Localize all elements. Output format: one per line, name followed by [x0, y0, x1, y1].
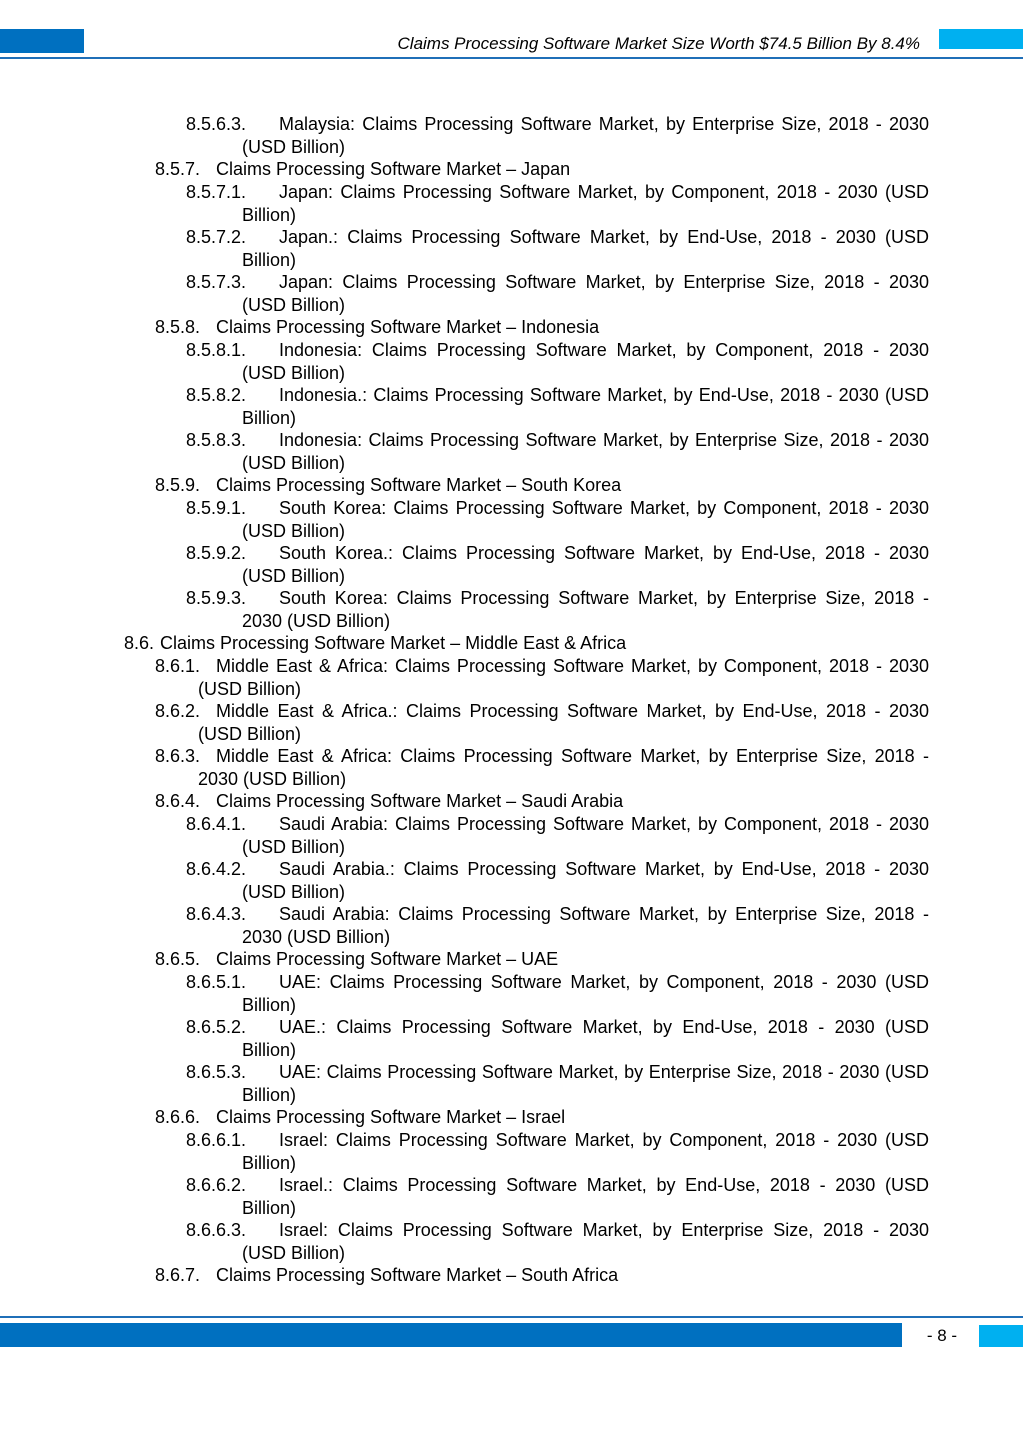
- toc-entry-text: Indonesia: Claims Processing Software Market, by Enterprise Size, 2018 - 2030 (USD Billion): [242, 430, 929, 473]
- toc-entry-number: 8.6.: [124, 633, 155, 653]
- toc-entry-text: Claims Processing Software Market – South Korea: [216, 475, 622, 495]
- toc-entry-number: 8.5.6.3.: [186, 114, 247, 134]
- toc-entry-text: Indonesia: Claims Processing Software Market, by Component, 2018 - 2030 (USD Billion): [242, 340, 929, 383]
- toc-entry: [155, 655, 929, 700]
- toc-entry-number: 8.6.4.1.: [186, 814, 247, 834]
- toc-entry: [186, 971, 929, 1016]
- toc-entry-number: 8.6.5.1.: [186, 972, 247, 992]
- toc-entry-text: South Korea: Claims Processing Software Market, by Enterprise Size, 2018 - 2030 (USD Billion): [242, 588, 929, 631]
- toc-entry-text: Middle East & Africa: Claims Processing Software Market, by Enterprise Size, 2018 - 2030 (USD Billion): [198, 746, 929, 789]
- footer-accent-bar: [0, 1323, 902, 1347]
- toc-entry-text: Japan: Claims Processing Software Market, by Enterprise Size, 2018 - 2030 (USD Billion): [242, 272, 929, 315]
- toc-entry-number: 8.6.7.: [155, 1265, 201, 1285]
- header-title: Claims Processing Software Market Size Worth $74.5 Billion By 8.4%: [397, 34, 920, 53]
- toc-entry: [155, 1106, 929, 1129]
- toc-entry-text: Middle East & Africa: Claims Processing Software Market, by Component, 2018 - 2030 (USD Billion): [198, 656, 929, 699]
- footer-rule: [0, 1316, 1023, 1318]
- toc-entry-number: 8.6.6.2.: [186, 1175, 247, 1195]
- toc-entry: [155, 316, 929, 339]
- toc-entry: [155, 948, 929, 971]
- toc-entry-text: Saudi Arabia: Claims Processing Software Market, by Component, 2018 - 2030 (USD Billion): [242, 814, 929, 857]
- toc-entry-text: Claims Processing Software Market – Indonesia: [216, 317, 600, 337]
- toc-entry: [155, 790, 929, 813]
- toc-entry: [124, 632, 929, 655]
- toc-entry-number: 8.5.9.1.: [186, 498, 247, 518]
- toc-entry-text: Japan: Claims Processing Software Market, by Component, 2018 - 2030 (USD Billion): [242, 182, 929, 225]
- toc-entry-text: UAE: Claims Processing Software Market, by Enterprise Size, 2018 - 2030 (USD Billion): [242, 1062, 929, 1105]
- toc-entry: [186, 1219, 929, 1264]
- footer-accent-block-right: [979, 1325, 1023, 1347]
- toc-entry-number: 8.5.9.: [155, 475, 201, 495]
- toc-entry-text: Indonesia.: Claims Processing Software Market, by End-Use, 2018 - 2030 (USD Billion): [242, 385, 929, 428]
- toc-entry-text: Saudi Arabia: Claims Processing Software Market, by Enterprise Size, 2018 - 2030 (USD Billion): [242, 904, 929, 947]
- toc-entry-text: Middle East & Africa.: Claims Processing Software Market, by End-Use, 2018 - 2030 (USD Billion): [198, 701, 929, 744]
- toc-entry: [155, 745, 929, 790]
- toc-entry-number: 8.5.8.3.: [186, 430, 247, 450]
- header-accent-block-right: [939, 29, 1023, 49]
- toc-entry-text: Claims Processing Software Market – UAE: [216, 949, 559, 969]
- toc-entry-number: 8.6.4.2.: [186, 859, 247, 879]
- toc-entry: [186, 858, 929, 903]
- toc-entry: [186, 1016, 929, 1061]
- toc-entry-number: 8.6.1.: [155, 656, 201, 676]
- toc-entry-number: 8.6.5.3.: [186, 1062, 247, 1082]
- toc-entry-text: UAE.: Claims Processing Software Market, by End-Use, 2018 - 2030 (USD Billion): [242, 1017, 929, 1060]
- header-rule: [0, 57, 1023, 59]
- toc-entry-text: Israel.: Claims Processing Software Market, by End-Use, 2018 - 2030 (USD Billion): [242, 1175, 929, 1218]
- toc-entry: [186, 181, 929, 226]
- toc-entry: [186, 813, 929, 858]
- toc-entry: [186, 339, 929, 384]
- toc-entry: [186, 587, 929, 632]
- toc-entry-text: UAE: Claims Processing Software Market, by Component, 2018 - 2030 (USD Billion): [242, 972, 929, 1015]
- toc-entry-number: 8.5.7.1.: [186, 182, 247, 202]
- toc-entry-text: Claims Processing Software Market – Middle East & Africa: [160, 633, 627, 653]
- toc-entry-text: Japan.: Claims Processing Software Market, by End-Use, 2018 - 2030 (USD Billion): [242, 227, 929, 270]
- toc-entry: [155, 1264, 929, 1287]
- toc-entry-number: 8.5.8.: [155, 317, 201, 337]
- toc-entry-number: 8.5.9.2.: [186, 543, 247, 563]
- toc-entry-number: 8.6.3.: [155, 746, 201, 766]
- toc-entry-number: 8.6.6.: [155, 1107, 201, 1127]
- toc-entry: [186, 271, 929, 316]
- toc-entry-number: 8.6.5.: [155, 949, 201, 969]
- toc-entry-text: Claims Processing Software Market – Saudi Arabia: [216, 791, 624, 811]
- toc-entry: [186, 542, 929, 587]
- toc-entry: [186, 1129, 929, 1174]
- toc-entry-number: 8.6.4.: [155, 791, 201, 811]
- toc-entry-number: 8.6.5.2.: [186, 1017, 247, 1037]
- toc-entry: [186, 903, 929, 948]
- toc-entry: [155, 474, 929, 497]
- toc-entry: [186, 384, 929, 429]
- toc-entry-text: Claims Processing Software Market – Japan: [216, 159, 571, 179]
- toc-entry-text: Saudi Arabia.: Claims Processing Software Market, by End-Use, 2018 - 2030 (USD Billion): [242, 859, 929, 902]
- toc-entry-number: 8.5.9.3.: [186, 588, 247, 608]
- toc-entry: [186, 1174, 929, 1219]
- toc-entry-text: Claims Processing Software Market – Israel: [216, 1107, 566, 1127]
- toc-entry-text: South Korea.: Claims Processing Software Market, by End-Use, 2018 - 2030 (USD Billion): [242, 543, 929, 586]
- toc-entry-text: South Korea: Claims Processing Software Market, by Component, 2018 - 2030 (USD Billion): [242, 498, 929, 541]
- toc-entry-number: 8.5.7.: [155, 159, 201, 179]
- toc-entry: [186, 226, 929, 271]
- toc-entry-number: 8.6.6.3.: [186, 1220, 247, 1240]
- toc-entry: [186, 497, 929, 542]
- toc-entry-number: 8.6.6.1.: [186, 1130, 247, 1150]
- header-accent-block-left: [0, 29, 84, 53]
- toc-entry-number: 8.5.7.2.: [186, 227, 247, 247]
- toc-entry: [155, 158, 929, 181]
- toc-entry-number: 8.5.7.3.: [186, 272, 247, 292]
- toc-entry: [155, 700, 929, 745]
- toc-entry-text: Israel: Claims Processing Software Market, by Component, 2018 - 2030 (USD Billion): [242, 1130, 929, 1173]
- toc-entry-number: 8.5.8.1.: [186, 340, 247, 360]
- toc-entry-text: Israel: Claims Processing Software Market, by Enterprise Size, 2018 - 2030 (USD Billion): [242, 1220, 929, 1263]
- page-number: - 8 -: [926, 1326, 958, 1345]
- toc-entry: [186, 429, 929, 474]
- toc-entry: [186, 113, 929, 158]
- toc-entry-text: Malaysia: Claims Processing Software Market, by Enterprise Size, 2018 - 2030 (USD Billion): [242, 114, 929, 157]
- toc-entry-number: 8.6.2.: [155, 701, 201, 721]
- toc-entry: [186, 1061, 929, 1106]
- toc-entry-number: 8.6.4.3.: [186, 904, 247, 924]
- toc-entry-text: Claims Processing Software Market – South Africa: [216, 1265, 619, 1285]
- toc-entry-number: 8.5.8.2.: [186, 385, 247, 405]
